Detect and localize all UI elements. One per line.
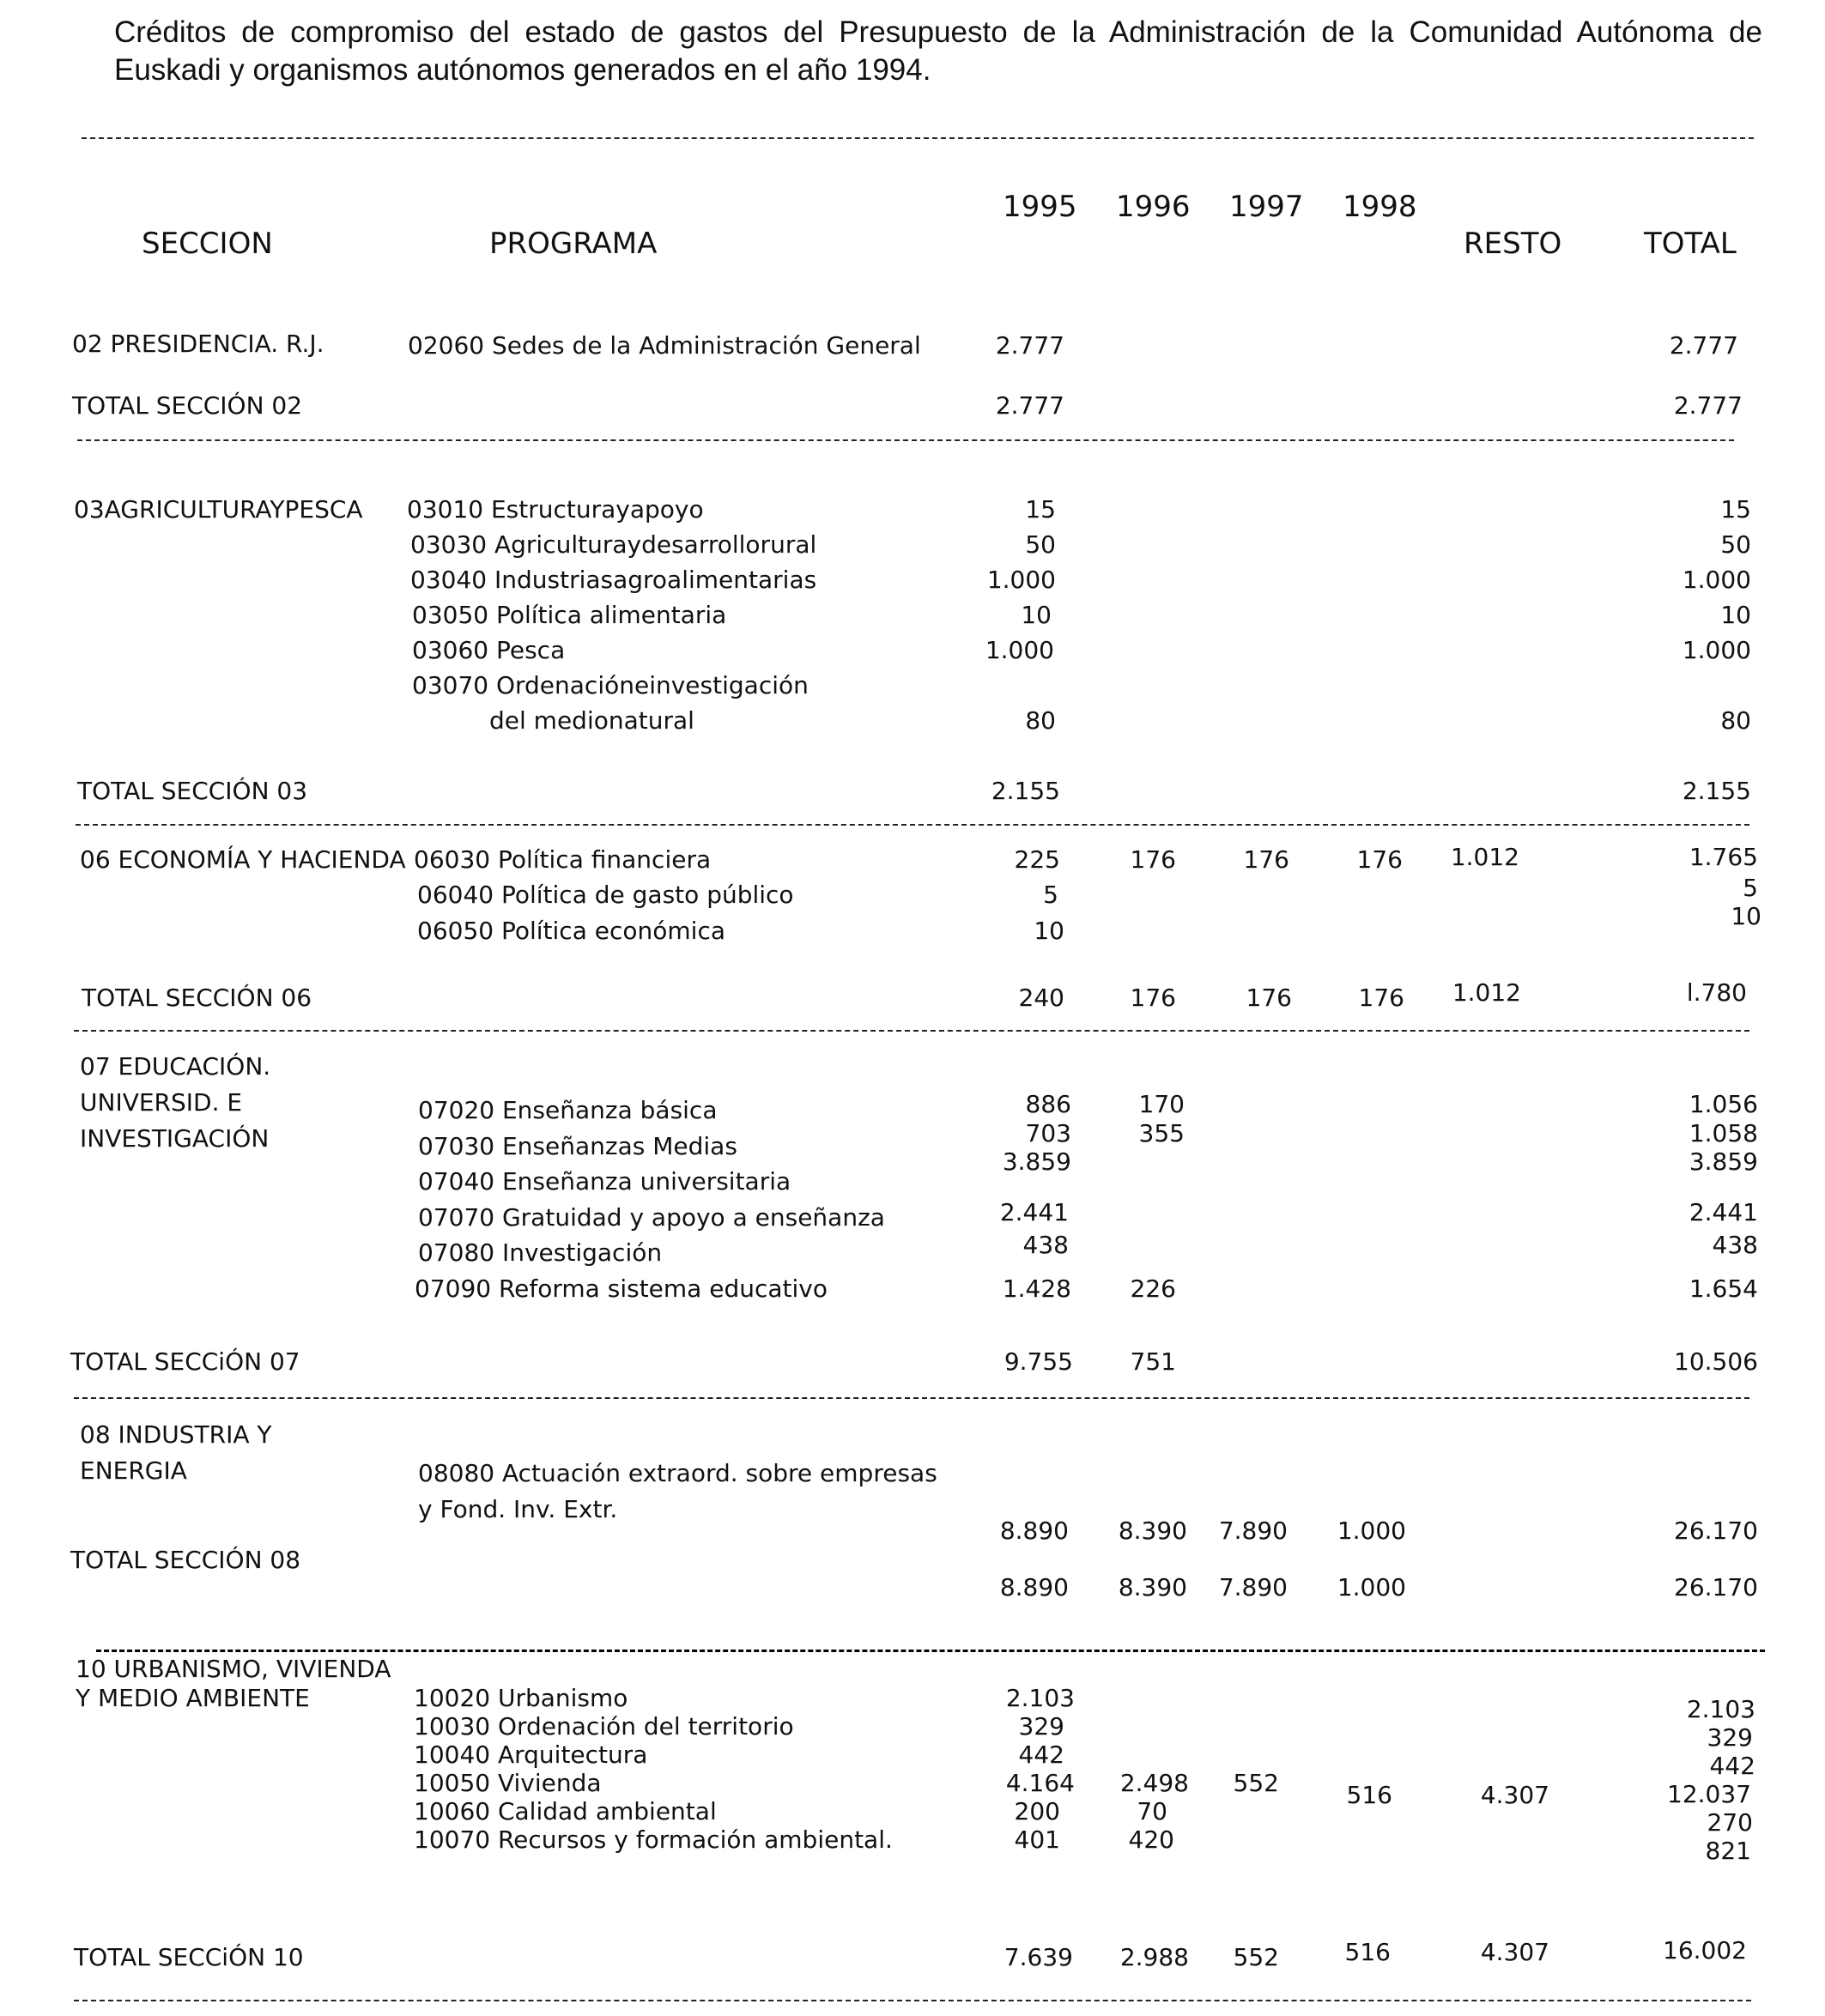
section-06-total-1995: 240: [1018, 984, 1064, 1012]
section-02-total-label: TOTAL SECCIÓN 02: [72, 391, 303, 420]
page-title: Créditos de compromiso del estado de gastos del Presupuesto de la Administración de la Comunidad Autónoma de Euskadi y organismos autónomos generados en el año 1994.: [114, 15, 1762, 87]
section-10-total-1995: 7.639: [1003, 1943, 1073, 1971]
section-06-total-resto: 1.012: [1452, 978, 1521, 1007]
section-10-total-label: TOTAL SECCiÓN 10: [74, 1943, 304, 1971]
program-10030-label: 10030 Ordenación del territorio: [414, 1712, 794, 1741]
divider-top: [82, 137, 1754, 139]
program-03030-1995: 50: [1025, 530, 1056, 559]
divider-03: [76, 824, 1749, 826]
program-10020-1995: 2.103: [1005, 1684, 1075, 1712]
section-08-total-1997: 7.890: [1218, 1573, 1288, 1601]
program-06030-1995: 225: [1014, 845, 1060, 874]
program-03070-label: 03070 Ordenacióneinvestigación: [412, 671, 809, 699]
program-07090-1996: 226: [1130, 1274, 1176, 1303]
program-07030-label: 07030 Enseñanzas Medias: [418, 1132, 737, 1160]
section-06-total-label: TOTAL SECCIÓN 06: [82, 984, 312, 1012]
program-10030-total: 329: [1707, 1723, 1753, 1752]
program-10070-total: 821: [1705, 1837, 1751, 1865]
program-08080-label: 08080 Actuación extraord. sobre empresas: [418, 1459, 937, 1487]
program-07040-total: 3.859: [1689, 1147, 1758, 1176]
program-10050-1996: 2.498: [1119, 1769, 1189, 1797]
program-06040-total: 5: [1743, 874, 1758, 902]
program-07020-1996: 170: [1138, 1090, 1185, 1118]
program-10050-1998: 516: [1346, 1781, 1392, 1809]
program-07040-label: 07040 Enseñanza universitaria: [418, 1167, 791, 1196]
program-10050-resto: 4.307: [1480, 1781, 1549, 1809]
program-10040-1995: 442: [1018, 1741, 1064, 1769]
program-03040-label: 03040 Industriasagroalimentarias: [410, 566, 817, 594]
divider-07: [74, 1397, 1749, 1399]
program-10060-1996: 70: [1137, 1797, 1167, 1825]
section-03-total-total: 2.155: [1682, 777, 1751, 805]
section-03-name: 03AGRICULTURAYPESCA: [74, 495, 363, 524]
section-08-total-1998: 1.000: [1337, 1573, 1406, 1601]
program-03030-total: 50: [1720, 530, 1751, 559]
program-07020-label: 07020 Enseñanza básica: [418, 1096, 718, 1124]
header-total: TOTAL: [1644, 227, 1737, 261]
program-06030-1998: 176: [1356, 845, 1403, 874]
program-06050-label: 06050 Política económica: [417, 917, 725, 945]
program-06050-1995: 10: [1034, 917, 1064, 945]
program-10050-1995: 4.164: [1005, 1769, 1075, 1797]
divider-08: [96, 1650, 1765, 1652]
divider-02: [77, 439, 1734, 441]
section-08-total-total: 26.170: [1674, 1573, 1758, 1601]
program-06040-label: 06040 Política de gasto público: [417, 881, 794, 909]
section-06-total-1998: 176: [1358, 984, 1404, 1012]
section-10-total-total: 16.002: [1663, 1936, 1747, 1965]
section-07-total-total: 10.506: [1674, 1347, 1758, 1376]
section-08-total-label: TOTAL SECCIÓN 08: [70, 1546, 301, 1574]
program-10070-label: 10070 Recursos y formación ambiental.: [414, 1825, 893, 1854]
program-03010-1995: 15: [1025, 495, 1056, 524]
program-10050-total: 12.037: [1667, 1780, 1751, 1808]
program-07020-1995: 886: [1025, 1090, 1071, 1118]
header-1995: 1995: [1003, 190, 1077, 224]
section-07-total-1995: 9.755: [1003, 1347, 1073, 1376]
header-1996: 1996: [1116, 190, 1191, 224]
header-resto: RESTO: [1464, 227, 1562, 261]
program-10020-total: 2.103: [1686, 1695, 1755, 1723]
section-08-name-line1: 08 INDUSTRIA Y: [80, 1420, 272, 1449]
section-06-total-1996: 176: [1130, 984, 1176, 1012]
program-10030-1995: 329: [1018, 1712, 1064, 1741]
section-10-total-1998: 516: [1344, 1938, 1391, 1966]
program-07090-total: 1.654: [1689, 1274, 1758, 1303]
program-03060-label: 03060 Pesca: [412, 636, 566, 664]
section-07-name-line3: INVESTIGACIÓN: [80, 1124, 270, 1153]
program-07080-total: 438: [1712, 1231, 1758, 1259]
program-03010-total: 15: [1720, 495, 1751, 524]
section-06-total-1997: 176: [1246, 984, 1292, 1012]
section-08-name-line2: ENERGIA: [80, 1456, 187, 1485]
section-02-total-total: 2.777: [1673, 391, 1743, 420]
program-08080-1995: 8.890: [999, 1517, 1069, 1545]
program-10070-1996: 420: [1128, 1825, 1174, 1854]
program-10060-total: 270: [1707, 1808, 1753, 1837]
program-10020-label: 10020 Urbanismo: [414, 1684, 628, 1712]
section-07-total-label: TOTAL SECCiÓN 07: [70, 1347, 300, 1376]
program-06040-1995: 5: [1043, 881, 1058, 909]
program-07030-1995: 703: [1025, 1119, 1071, 1147]
program-07080-1995: 438: [1022, 1231, 1069, 1259]
section-10-total-1996: 2.988: [1119, 1943, 1189, 1971]
program-08080-1997: 7.890: [1218, 1517, 1288, 1545]
section-06-name: 06 ECONOMÍA Y HACIENDA: [80, 845, 406, 874]
program-03010-label: 03010 Estructurayapoyo: [407, 495, 704, 524]
divider-06: [74, 1030, 1749, 1032]
program-03070-label-cont: del medionatural: [489, 706, 694, 735]
program-07080-label: 07080 Investigación: [418, 1238, 663, 1267]
program-02060-total: 2.777: [1669, 331, 1738, 360]
section-07-name-line1: 07 EDUCACIÓN.: [80, 1052, 271, 1081]
program-03030-label: 03030 Agriculturaydesarrollorural: [410, 530, 817, 559]
program-07040-1995: 3.859: [1002, 1147, 1071, 1176]
program-10060-label: 10060 Calidad ambiental: [414, 1797, 717, 1825]
program-10070-1995: 401: [1014, 1825, 1060, 1854]
header-1997: 1997: [1229, 190, 1304, 224]
program-06030-resto: 1.012: [1450, 843, 1519, 871]
program-03070-1995: 80: [1025, 706, 1056, 735]
program-07020-total: 1.056: [1689, 1090, 1758, 1118]
section-10-name-line2: Y MEDIO AMBIENTE: [76, 1684, 310, 1712]
divider-10: [74, 2000, 1751, 2001]
program-02060-label: 02060 Sedes de la Administración General: [408, 331, 921, 360]
program-10060-1995: 200: [1014, 1797, 1060, 1825]
program-10040-label: 10040 Arquitectura: [414, 1741, 648, 1769]
program-03060-1995: 1.000: [985, 636, 1054, 664]
header-seccion: SECCION: [142, 227, 273, 261]
header-programa: PROGRAMA: [489, 227, 658, 261]
header-1998: 1998: [1343, 190, 1417, 224]
section-03-total-label: TOTAL SECCIÓN 03: [77, 777, 308, 805]
program-07070-1995: 2.441: [999, 1198, 1069, 1226]
program-07070-total: 2.441: [1689, 1198, 1758, 1226]
program-06050-total: 10: [1731, 902, 1761, 930]
section-02-name: 02 PRESIDENCIA. R.J.: [72, 330, 324, 358]
program-10040-total: 442: [1709, 1752, 1755, 1780]
program-06030-label: 06030 Política financiera: [414, 845, 712, 874]
section-02-total-1995: 2.777: [995, 391, 1064, 420]
section-10-name-line1: 10 URBANISMO, VIVIENDA: [76, 1655, 391, 1683]
section-06-total-total: l.780: [1686, 978, 1747, 1007]
program-08080-1996: 8.390: [1118, 1517, 1187, 1545]
program-08080-1998: 1.000: [1337, 1517, 1406, 1545]
program-10050-1997: 552: [1233, 1769, 1279, 1797]
section-08-total-1995: 8.890: [999, 1573, 1069, 1601]
section-08-total-1996: 8.390: [1118, 1573, 1187, 1601]
program-07030-1996: 355: [1138, 1119, 1185, 1147]
program-06030-1997: 176: [1243, 845, 1289, 874]
program-03060-total: 1.000: [1682, 636, 1751, 664]
program-03070-total: 80: [1720, 706, 1751, 735]
program-08080-label-cont: y Fond. Inv. Extr.: [418, 1495, 618, 1523]
program-07070-label: 07070 Gratuidad y apoyo a enseñanza: [418, 1203, 885, 1232]
program-06030-total: 1.765: [1689, 843, 1758, 871]
program-07090-1995: 1.428: [1002, 1274, 1071, 1303]
section-07-total-1996: 751: [1130, 1347, 1176, 1376]
program-03050-1995: 10: [1021, 601, 1052, 629]
program-08080-total: 26.170: [1674, 1517, 1758, 1545]
section-10-total-1997: 552: [1233, 1943, 1279, 1971]
program-03050-total: 10: [1720, 601, 1751, 629]
section-07-name-line2: UNIVERSID. E: [80, 1088, 243, 1117]
program-02060-1995: 2.777: [995, 331, 1064, 360]
program-10050-label: 10050 Vivienda: [414, 1769, 602, 1797]
program-07030-total: 1.058: [1689, 1119, 1758, 1147]
section-03-total-1995: 2.155: [991, 777, 1060, 805]
program-03050-label: 03050 Política alimentaria: [412, 601, 727, 629]
section-10-total-resto: 4.307: [1480, 1938, 1549, 1966]
program-07090-label: 07090 Reforma sistema educativo: [415, 1274, 828, 1303]
program-06030-1996: 176: [1130, 845, 1176, 874]
program-03040-total: 1.000: [1682, 566, 1751, 594]
program-03040-1995: 1.000: [986, 566, 1056, 594]
